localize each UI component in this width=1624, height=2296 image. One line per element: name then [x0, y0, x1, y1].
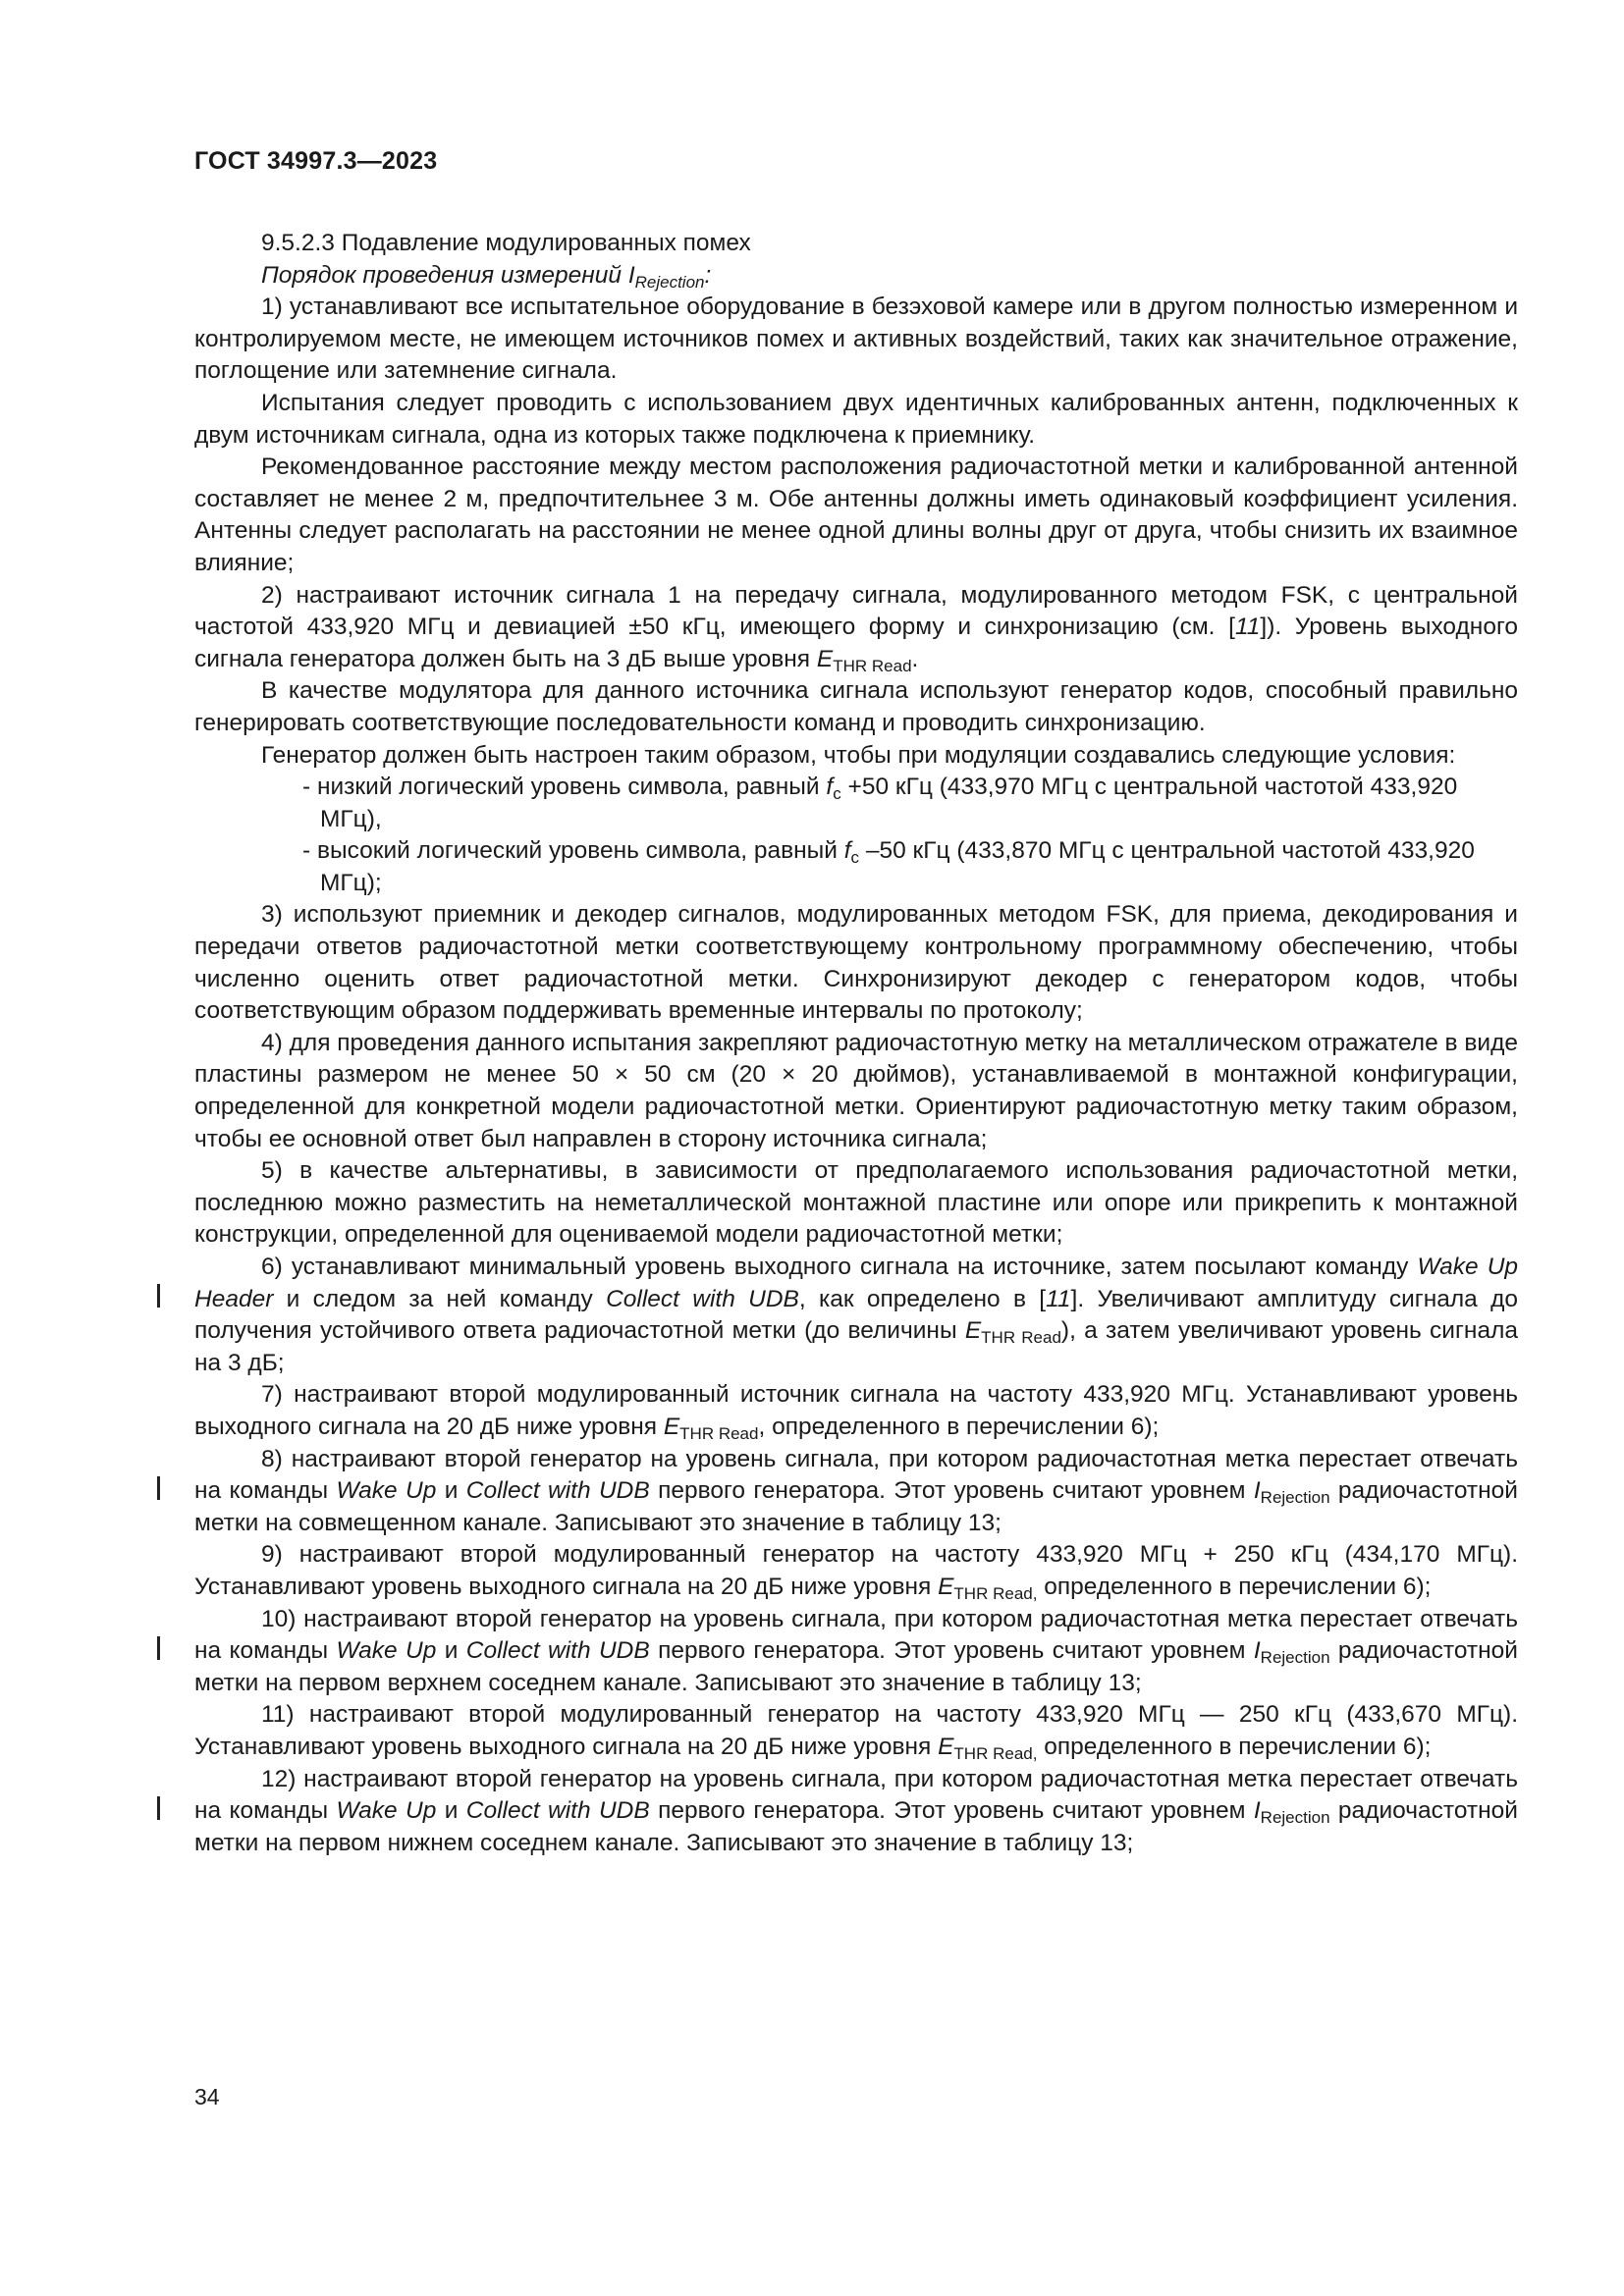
paragraph-step-6: 6) устанавливают минимальный уровень выходного сигнала на источнике, затем посылают команду Wake Up Header и следом за ней команду Collect with UDB, как определено в [11]. Увеличивают амплитуду сигнала до получения устойчивого ответа радиочастотной метки (до величины $E_{THR Read}$), а затем увеличивают уровень сигнала на 3 дБ; — [194, 1252, 1518, 1379]
change-bar-mark — [157, 1284, 160, 1308]
paragraph-modulator: В качестве модулятора для данного источника сигнала используют генератор кодов, способный правильно генерировать соответствующие последовательности команд и проводить синхронизацию. — [194, 677, 1518, 736]
paragraph-step-11: 11) настраивают второй модулированный генератор на частоту 433,920 МГц — 250 кГц (433,670 МГц). Устанавливают уровень выходного сигнала на 20 дБ ниже уровня $E_{THR Read,}$ определенного в перечислении 6); — [194, 1701, 1518, 1763]
paragraph-step-2: 2) настраивают источник сигнала 1 на передачу сигнала, модулированного методом FSK, с центральной частотой 433,920 МГц и девиацией ±50 кГц, имеющего форму и синхронизацию (см. [11]). Уровень выходного сигнала генератора должен быть на 3 дБ выше уровня $E_{THR Read}$. — [194, 581, 1518, 675]
paragraph-step-3: 3) используют приемник и декодер сигналов, модулированных методом FSK, для приема, декодирования и передачи ответов радиочастотной метки соответствующему контрольному программному обеспечению, чтобы численно оценить ответ радиочастотной метки. Синхронизируют декодер с генератором кодов, чтобы соответствующим образом поддерживать временные интервалы по протоколу; — [194, 901, 1518, 1025]
paragraph-step-4: 4) для проведения данного испытания закрепляют радиочастотную метку на металлическом отражателе в виде пластины размером не менее 50 × 50 см (20 × 20 дюймов), устанавливаемой в монтажной конфигурации, определенной для конкретной модели радиочастотной метки. Ориентируют радиочастотную метку таким образом, чтобы ее основной ответ был направлен в сторону источника сигнала; — [194, 1029, 1518, 1152]
paragraph-generator: Генератор должен быть настроен таким образом, чтобы при модуляции создавались следующие условия: — [261, 741, 1456, 769]
paragraph-step-1: 1) устанавливают все испытательное оборудование в безэховой камере или в другом полностью измеренном и контролируемом месте, не имеющем источников помех и активных воздействий, таких как значительное отражение, поглощение или затемнение сигнала. — [194, 294, 1518, 385]
section-heading — [194, 228, 1518, 260]
paragraph-distance: Рекомендованное расстояние между местом расположения радиочастотной метки и калиброванной антенной составляет не менее 2 м, предпочтительнее 3 м. Обе антенны должны иметь одинаковый коэффициент усиления. Антенны следует располагать на расстоянии не менее одной длины волны друг от друга, чтобы снизить их взаимное влияние; — [194, 454, 1518, 576]
paragraph-step-12: 12) настраивают второй генератор на уровень сигнала, при котором радиочастотная метка перестает отвечать на команды Wake Up и Collect with UDB первого генератора. Этот уровень считают уровнем $I_{Rejection}$ радиочастотной метки на первом нижнем соседнем канале. Записывают это значение в таблицу 13; — [194, 1764, 1518, 1860]
procedure-label: Порядок проведения измерений $I_{Rejection}$: — [261, 261, 712, 292]
document-header: ГОСТ 34997.3—2023 — [194, 147, 438, 175]
list-item-high-level: - высокий логический уровень символа, равный $f_c$ –50 кГц (433,870 МГц с центральной частотой 433,920 МГц); — [302, 837, 1475, 896]
list-item-low-level: - низкий логический уровень символа, равный $f_c +50$ кГц (433,970 МГц с центральной частотой 433,920 МГц), — [302, 774, 1458, 832]
section-title: Подавление модулированных помех — [341, 230, 751, 256]
page-body — [194, 228, 1518, 1859]
paragraph-step-7: 7) настраивают второй модулированный источник сигнала на частоту 433,920 МГц. Устанавливают уровень выходного сигнала на 20 дБ ниже уровня $E_{THR Read}$, определенного в перечислении 6); — [194, 1381, 1518, 1443]
change-bar-mark — [157, 1796, 160, 1820]
change-bar-mark — [157, 1636, 160, 1660]
paragraph-step-8: 8) настраивают второй генератор на уровень сигнала, при котором радиочастотная метка перестает отвечать на команды Wake Up и Collect with UDB первого генератора. Этот уровень считают уровнем $I_{Rejection}$ радиочастотной метки на совмещенном канале. Записывают это значение в таблицу 13; — [194, 1444, 1518, 1540]
reference-link: 11 — [1046, 1285, 1071, 1312]
page-number: 34 — [194, 2084, 220, 2109]
change-bar-mark — [157, 1476, 160, 1500]
section-number: 9.5.2.3 — [261, 230, 335, 256]
paragraph-antennas: Испытания следует проводить с использованием двух идентичных калиброванных антенн, подключенных к двум источникам сигнала, одна из которых также подключена к приемнику. — [194, 389, 1518, 449]
reference-link: 11 — [1234, 614, 1261, 641]
paragraph-step-10: 10) настраивают второй генератор на уровень сигнала, при котором радиочастотная метка перестает отвечать на команды Wake Up и Collect with UDB первого генератора. Этот уровень считают уровнем $I_{Rejection}$ радиочастотной метки на первом верхнем соседнем канале. Записывают это значение в таблицу 13; — [194, 1604, 1518, 1700]
paragraph-step-9: 9) настраивают второй модулированный генератор на частоту 433,920 МГц + 250 кГц (434,170 МГц). Устанавливают уровень выходного сигнала на 20 дБ ниже уровня $E_{THR Read,}$ определенного в перечислении 6); — [194, 1541, 1518, 1603]
paragraph-step-5: 5) в качестве альтернативы, в зависимости от предполагаемого использования радиочастотной метки, последнюю можно разместить на неметаллической монтажной пластине или опоре или прикрепить к монтажной конструкции, определенной для оцениваемой модели радиочастотной метки; — [194, 1157, 1518, 1249]
